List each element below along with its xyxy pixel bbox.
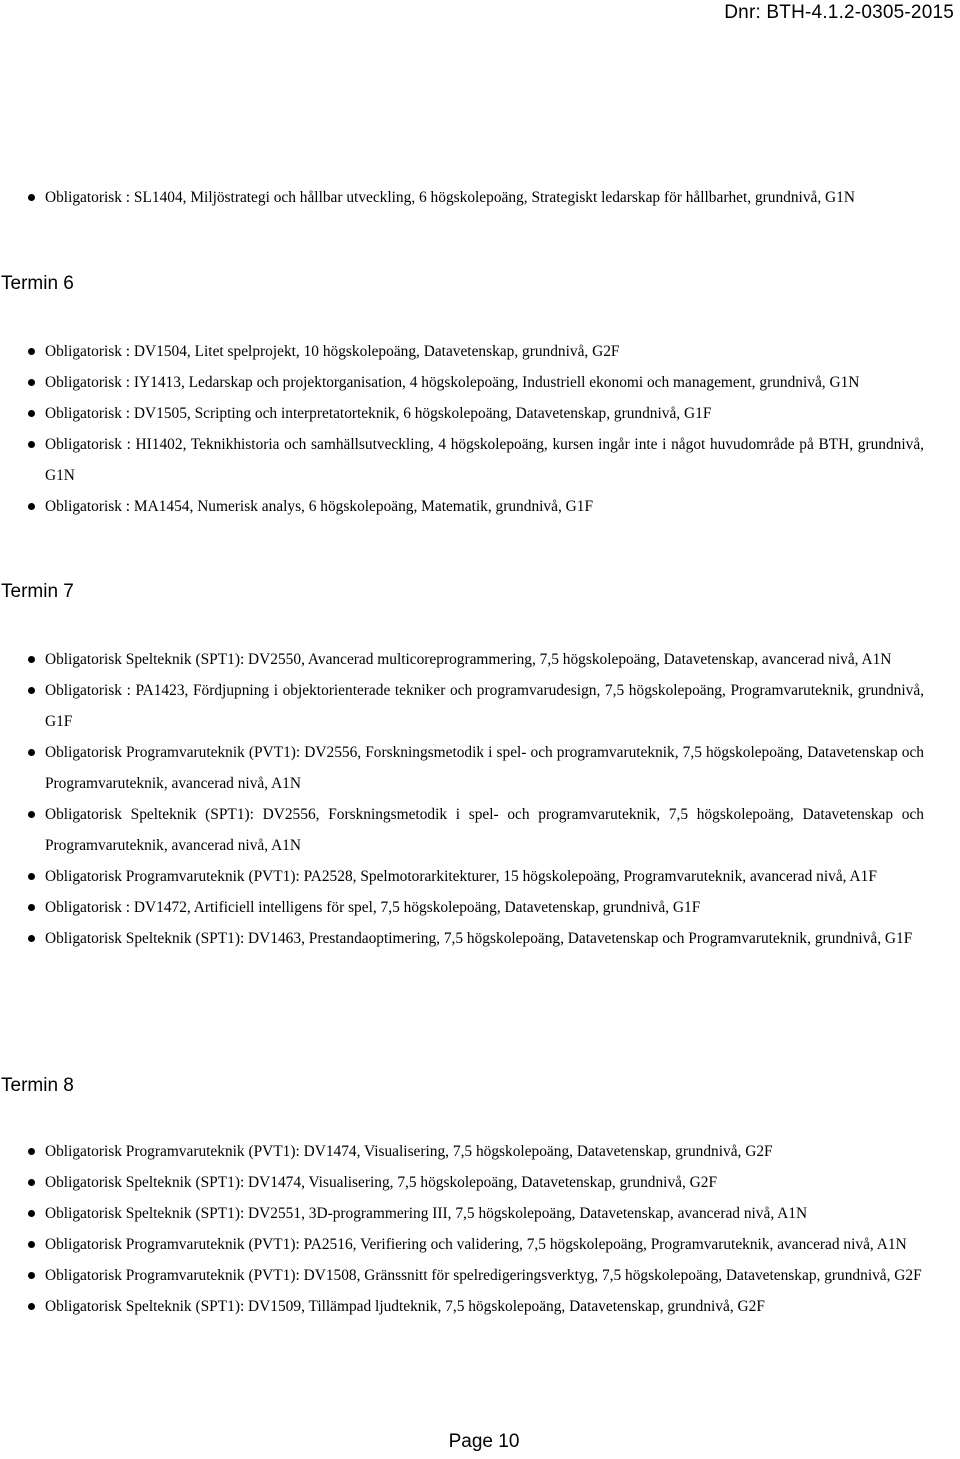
course-item [0, 892, 960, 923]
bullet-icon [28, 1303, 35, 1310]
course-item [0, 1167, 960, 1198]
bullet-icon [28, 749, 35, 756]
course-item [0, 737, 960, 799]
course-item [0, 923, 960, 954]
bullet-icon [28, 935, 35, 942]
course-text: Obligatorisk Spelteknik (SPT1): DV1474, Visualisering, 7,5 högskolepoäng, Datavetenskap, grundnivå, G2F [45, 1174, 718, 1191]
termin-6-section [0, 272, 960, 296]
course-list [0, 336, 960, 522]
course-item [0, 1291, 960, 1322]
section-heading: Termin 8 [1, 1075, 74, 1096]
intro-section [0, 182, 960, 213]
course-text: Obligatorisk : MA1454, Numerisk analys, 6 högskolepoäng, Matematik, grundnivå, G1F [45, 498, 594, 515]
course-item [0, 861, 960, 892]
course-text: Obligatorisk : DV1504, Litet spelprojekt, 10 högskolepoäng, Datavetenskap, grundnivå, G2F [45, 343, 620, 360]
course-list [0, 644, 960, 954]
course-item [0, 491, 960, 522]
course-text: Obligatorisk : DV1472, Artificiell intelligens för spel, 7,5 högskolepoäng, Datavetenskap, grundnivå, G1F [45, 899, 701, 916]
course-text: Obligatorisk Programvaruteknik (PVT1): DV1508, Gränssnitt för spelredigeringsverktyg, 7,5 högskolepoäng, Datavetenskap, grundnivå, G2F [45, 1267, 922, 1284]
bullet-icon [28, 904, 35, 911]
course-text: Obligatorisk Spelteknik (SPT1): DV1509, Tillämpad ljudteknik, 7,5 högskolepoäng, Datavetenskap, grundnivå, G2F [45, 1298, 765, 1315]
course-item [0, 799, 960, 861]
bullet-icon [28, 1241, 35, 1248]
document-number: Dnr: BTH-4.1.2-0305-2015 [724, 2, 954, 23]
course-text: Obligatorisk Programvaruteknik (PVT1): PA2528, Spelmotorarkitekturer, 15 högskolepoäng, Programvaruteknik, avancerad nivå, A1F [45, 868, 877, 885]
termin-6-list-wrap [0, 336, 960, 522]
course-item [0, 1198, 960, 1229]
bullet-icon [28, 379, 35, 386]
course-text: Obligatorisk Programvaruteknik (PVT1): DV2556, Forskningsmetodik i spel- och programvaruteknik, 7,5 högskolepoäng, Datavetenskap och Programvaruteknik, avancerad nivå, A1N [45, 744, 924, 792]
course-item [0, 367, 960, 398]
course-list [0, 1136, 960, 1322]
course-text: Obligatorisk Spelteknik (SPT1): DV2551, 3D-programmering III, 7,5 högskolepoäng, Datavetenskap, avancerad nivå, A1N [45, 1205, 808, 1222]
course-item [0, 644, 960, 675]
course-text: Obligatorisk Spelteknik (SPT1): DV2550, Avancerad multicoreprogrammering, 7,5 högskolepoäng, Datavetenskap, avancerad nivå, A1N [45, 651, 892, 668]
course-text: Obligatorisk Spelteknik (SPT1): DV1463, Prestandaoptimering, 7,5 högskolepoäng, Datavetenskap och Programvaruteknik, grundnivå, G1F [45, 930, 913, 947]
course-text: Obligatorisk Programvaruteknik (PVT1): PA2516, Verifiering och validering, 7,5 högskolepoäng, Programvaruteknik, avancerad nivå, A1N [45, 1236, 907, 1253]
course-item [0, 1260, 960, 1291]
course-item [0, 1229, 960, 1260]
course-item [0, 675, 960, 737]
termin-7-section [0, 580, 960, 604]
bullet-icon [28, 1210, 35, 1217]
course-text: Obligatorisk : HI1402, Teknikhistoria och samhällsutveckling, 4 högskolepoäng, kursen ingår inte i något huvudområde på BTH, grundnivå, G1N [45, 436, 924, 484]
bullet-icon [28, 503, 35, 510]
course-text: Obligatorisk Spelteknik (SPT1): DV2556, Forskningsmetodik i spel- och programvaruteknik, 7,5 högskolepoäng, Datavetenskap och Programvaruteknik, avancerad nivå, A1N [45, 806, 924, 854]
course-list [0, 182, 960, 213]
course-text: Obligatorisk Programvaruteknik (PVT1): DV1474, Visualisering, 7,5 högskolepoäng, Datavetenskap, grundnivå, G2F [45, 1143, 773, 1160]
course-text: Obligatorisk : SL1404, Miljöstrategi och hållbar utveckling, 6 högskolepoäng, Strategiskt ledarskap för hållbarhet, grundnivå, G1N [45, 189, 855, 206]
page-number: Page 10 [448, 1431, 520, 1452]
bullet-icon [28, 1272, 35, 1279]
bullet-icon [28, 194, 35, 201]
bullet-icon [28, 441, 35, 448]
section-heading: Termin 6 [1, 273, 74, 294]
bullet-icon [28, 1179, 35, 1186]
termin-8-section [0, 1074, 960, 1098]
termin-8-list-wrap [0, 1136, 960, 1322]
course-item [0, 336, 960, 367]
bullet-icon [28, 656, 35, 663]
bullet-icon [28, 410, 35, 417]
course-item [0, 398, 960, 429]
bullet-icon [28, 348, 35, 355]
course-item [0, 429, 960, 491]
course-item [0, 1136, 960, 1167]
course-item [0, 182, 960, 213]
course-text: Obligatorisk : IY1413, Ledarskap och projektorganisation, 4 högskolepoäng, Industriell ekonomi och management, grundnivå, G1N [45, 374, 860, 391]
bullet-icon [28, 1148, 35, 1155]
section-heading: Termin 7 [1, 581, 74, 602]
bullet-icon [28, 687, 35, 694]
course-text: Obligatorisk : PA1423, Fördjupning i objektorienterade tekniker och programvarudesign, 7,5 högskolepoäng, Programvaruteknik, grundnivå, G1F [45, 682, 924, 730]
course-text: Obligatorisk : DV1505, Scripting och interpretatorteknik, 6 högskolepoäng, Datavetenskap, grundnivå, G1F [45, 405, 712, 422]
termin-7-list-wrap [0, 644, 960, 954]
bullet-icon [28, 811, 35, 818]
bullet-icon [28, 873, 35, 880]
